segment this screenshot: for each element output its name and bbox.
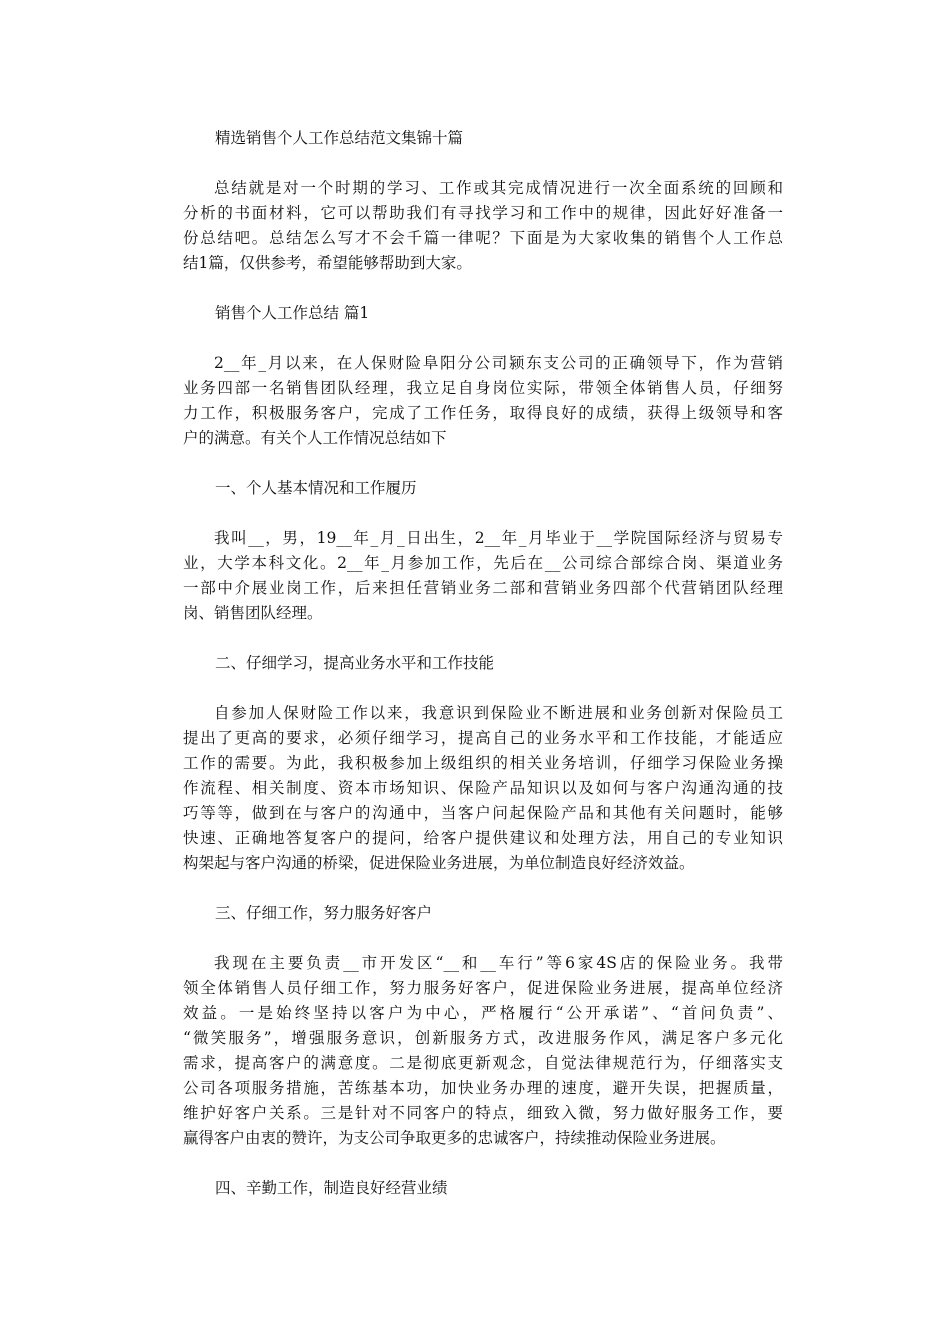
paragraph-line: 力工作，积极服务客户，完成了工作任务，取得良好的成绩，获得上级领导和客 [183, 404, 783, 422]
paragraph-line: 领全体销售人员仔细工作，努力服务好客户，促进保险业务进展，提高单位经济 [183, 979, 783, 997]
paragraph-line: 我现在主要负责__市开发区“__和__车行”等6家4S店的保险业务。我带 [214, 954, 783, 972]
heading-1: 一、个人基本情况和工作履历 [215, 479, 417, 497]
intro-line: 结1篇，仅供参考，希望能够帮助到大家。 [183, 254, 472, 272]
paragraph-line: 巧等等，做到在与客户的沟通中，当客户问起保险产品和其他有关问题时，能够 [183, 804, 783, 822]
paragraph-line: 赢得客户由衷的赞许，为支公司争取更多的忠诚客户，持续推动保险业务进展。 [183, 1129, 726, 1147]
paragraph-line: 需求，提高客户的满意度。二是彻底更新观念，自觉法律规范行为，仔细落实支 [183, 1054, 783, 1072]
section-title: 销售个人工作总结 篇1 [215, 304, 370, 322]
paragraph-3 [183, 701, 783, 876]
paragraph-line: 作流程、相关制度、资本市场知识、保险产品知识以及如何与客户沟通沟通的技 [183, 779, 783, 797]
paragraph-line: 业，大学本科文化。2__年_月参加工作，先后在__公司综合部综合岗、渠道业务 [183, 554, 783, 572]
paragraph-line: 岗、销售团队经理。 [183, 604, 323, 622]
paragraph-line: 业务四部一名销售团队经理，我立足自身岗位实际，带领全体销售人员，仔细努 [183, 379, 783, 397]
intro-paragraph [183, 176, 783, 276]
paragraph-1 [183, 351, 783, 451]
intro-line: 总结就是对一个时期的学习、工作或其完成情况进行一次全面系统的回顾和 [214, 179, 783, 197]
heading-3: 三、仔细工作，努力服务好客户 [215, 904, 433, 922]
intro-line: 份总结吧。总结怎么写才不会千篇一律呢？下面是为大家收集的销售个人工作总 [183, 229, 783, 247]
paragraph-line: 一部中介展业岗工作，后来担任营销业务二部和营销业务四部个代营销团队经理 [183, 579, 783, 597]
heading-4: 四、辛勤工作，制造良好经营业绩 [215, 1179, 448, 1197]
paragraph-line: 我叫__，男，19__年_月_日出生，2__年_月毕业于__学院国际经济与贸易专 [214, 529, 783, 547]
paragraph-line: 自参加人保财险工作以来，我意识到保险业不断进展和业务创新对保险员工 [214, 704, 783, 722]
intro-line: 分析的书面材料，它可以帮助我们有寻找学习和工作中的规律，因此好好准备一 [183, 204, 783, 222]
paragraph-line: “微笑服务”，增强服务意识，创新服务方式，改进服务作风，满足客户多元化 [183, 1029, 783, 1047]
paragraph-line: 提出了更高的要求，必须仔细学习，提高自己的业务水平和工作技能，才能适应 [183, 729, 783, 747]
heading-2: 二、仔细学习，提高业务水平和工作技能 [215, 654, 495, 672]
paragraph-line: 户的满意。有关个人工作情况总结如下 [183, 429, 447, 447]
paragraph-line: 工作的需要。为此，我积极参加上级组织的相关业务培训，仔细学习保险业务操 [183, 754, 783, 772]
paragraph-line: 公司各项服务措施，苦练基本功，加快业务办理的速度，避开失误，把握质量， [183, 1079, 783, 1097]
paragraph-line: 构架起与客户沟通的桥梁，促进保险业务进展，为单位制造良好经济效益。 [183, 854, 695, 872]
paragraph-line: 效益。一是始终坚持以客户为中心，严格履行“公开承诺”、“首问负责”、 [183, 1004, 783, 1022]
paragraph-line: 2__年_月以来，在人保财险阜阳分公司颍东支公司的正确领导下，作为营销 [214, 354, 783, 372]
paragraph-4 [183, 951, 783, 1151]
paragraph-line: 维护好客户关系。三是针对不同客户的特点，细致入微，努力做好服务工作，要 [183, 1104, 783, 1122]
document-title: 精选销售个人工作总结范文集锦十篇 [215, 129, 464, 147]
paragraph-2 [183, 526, 783, 626]
paragraph-line: 快速、正确地答复客户的提问，给客户提供建议和处理方法，用自己的专业知识 [183, 829, 783, 847]
